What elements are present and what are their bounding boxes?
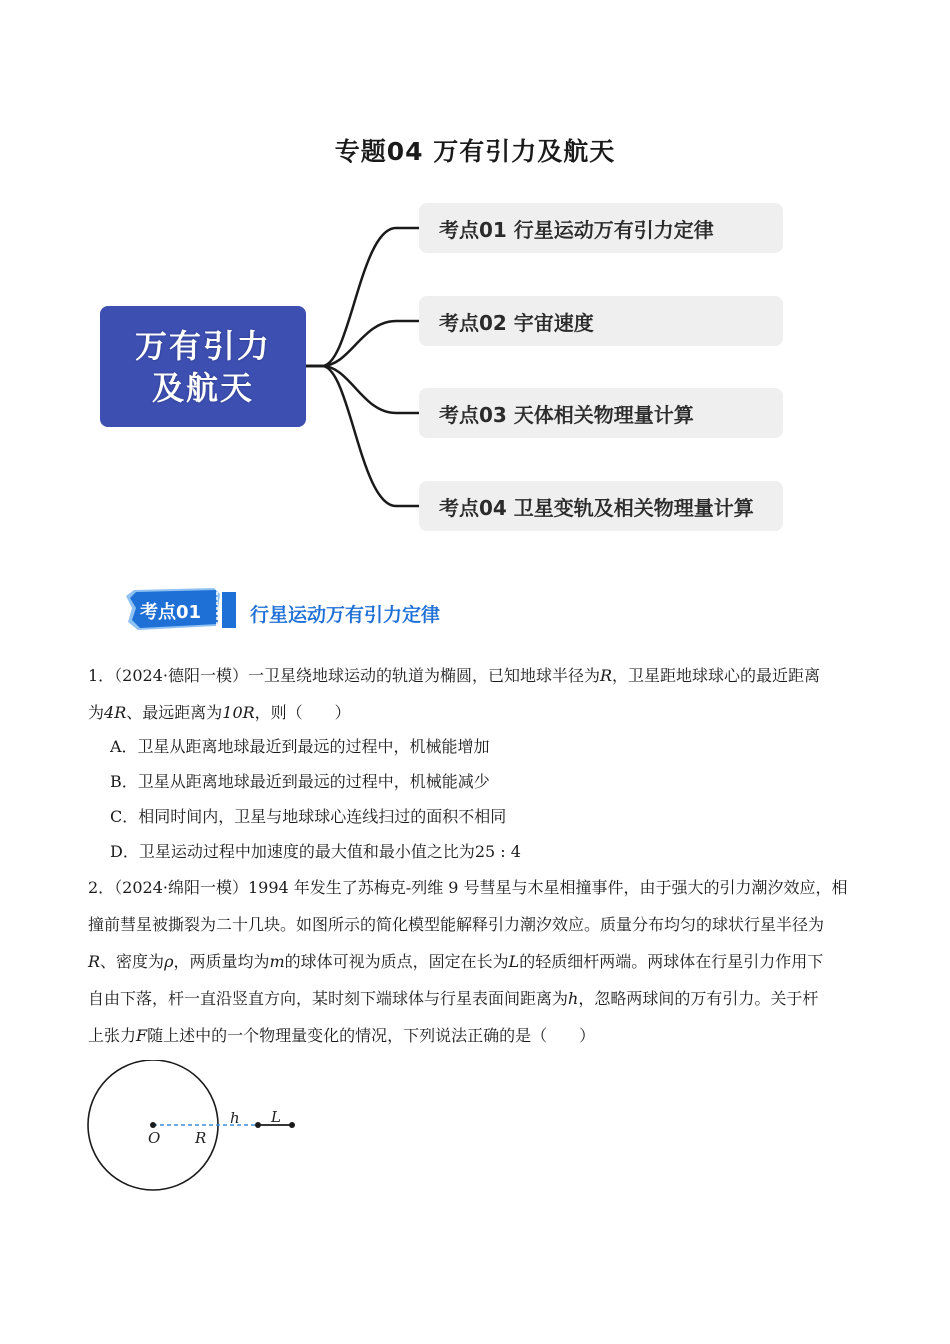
question-2 xyxy=(88,869,864,1054)
gap-label: h xyxy=(230,1109,240,1127)
upper-ball xyxy=(289,1122,295,1128)
mindmap-branch-2: 考点02 宇宙速度 xyxy=(419,296,783,346)
radius-label: R xyxy=(195,1129,207,1147)
mindmap-branch-1: 考点01 行星运动万有引力定律 xyxy=(419,203,783,253)
question-2-line-4: 自由下落，杆一直沿竖直方向，某时刻下端球体与行星表面间距离为h，忽略两球间的万有引力。关于杆 xyxy=(88,989,819,1008)
mindmap-connectors xyxy=(0,0,950,560)
question-1-line-1: 1．（2024·德阳一模）一卫星绕地球运动的轨道为椭圆，已知地球半径为R，卫星距地球球心的最近距离 xyxy=(88,666,821,685)
question-1 xyxy=(88,657,864,731)
rod-label: L xyxy=(271,1108,281,1126)
question-2-line-1: 2．（2024·绵阳一模）1994 年发生了苏梅克-列维 9 号彗星与木星相撞事件，由于强大的引力潮汐效应，相 xyxy=(88,878,848,897)
section-title: 行星运动万有引力定律 xyxy=(250,604,441,626)
mindmap-branch-4: 考点04 卫星变轨及相关物理量计算 xyxy=(419,481,783,531)
mindmap-root-line2: 及航天 xyxy=(151,368,254,407)
page-title: 专题04 万有引力及航天 xyxy=(334,137,616,166)
section-badge-label: 考点01 xyxy=(140,602,202,623)
question-1-option-a: A．卫星从距离地球最近到最远的过程中，机械能增加 xyxy=(110,737,490,756)
question-2-line-3: R、密度为ρ，两质量均为m的球体可视为质点，固定在长为L的轻质细杆两端。两球体在行星引力作用下 xyxy=(88,952,824,971)
mindmap-root-line1: 万有引力 xyxy=(134,326,271,365)
question-1-option-b: B．卫星从距离地球最近到最远的过程中，机械能减少 xyxy=(110,772,490,791)
center-point xyxy=(150,1122,156,1128)
question-1-option-c: C．相同时间内，卫星与地球球心连线扫过的面积不相同 xyxy=(110,807,507,826)
question-1-option-d: D．卫星运动过程中加速度的最大值和最小值之比为25 : 4 xyxy=(110,842,521,861)
planet-diagram xyxy=(80,1060,320,1200)
question-2-line-5: 上张力F随上述中的一个物理量变化的情况，下列说法正确的是（ ） xyxy=(88,1026,596,1045)
center-label: O xyxy=(148,1129,161,1147)
question-1-line-2: 为4R、最远距离为10R，则（ ） xyxy=(88,703,351,722)
question-2-line-2: 撞前彗星被撕裂为二十几块。如图所示的简化模型能解释引力潮汐效应。质量分布均匀的球状行星半径为 xyxy=(88,915,825,934)
mindmap-root xyxy=(100,306,306,427)
section-badge xyxy=(124,586,240,632)
mindmap-branch-3: 考点03 天体相关物理量计算 xyxy=(419,388,783,438)
lower-ball xyxy=(255,1122,261,1128)
